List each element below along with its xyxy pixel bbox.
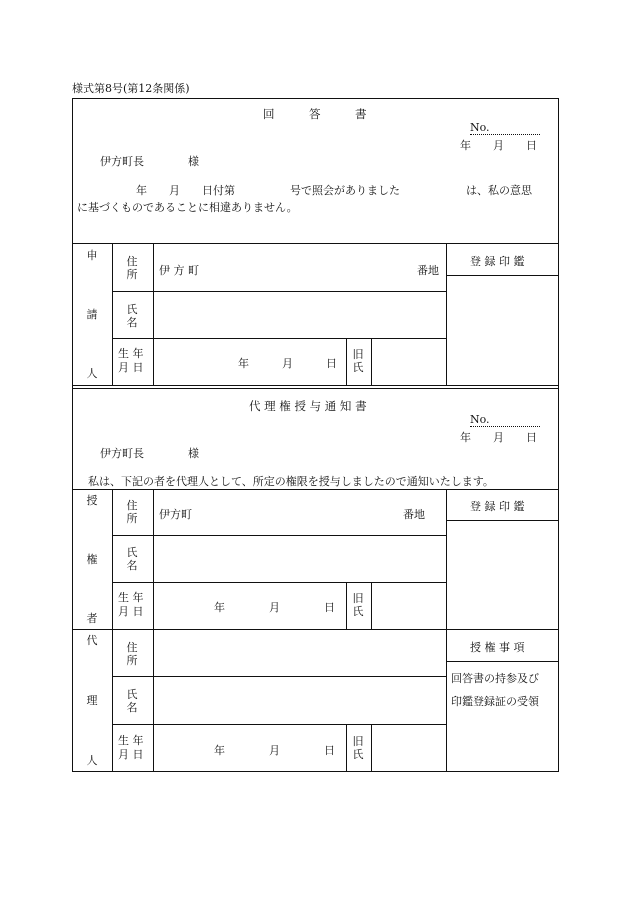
divider [371, 724, 372, 772]
name-label: 氏 名 [126, 546, 138, 573]
divider [112, 724, 446, 725]
divider [446, 661, 559, 662]
grantor-label-2: 権 [86, 553, 98, 566]
reply-body-line1: 年 月 日付第 号で照会がありました は、私の意思 [136, 184, 532, 197]
divider [72, 388, 559, 389]
divider [72, 385, 559, 386]
reply-body-line2: に基づくものであることに相違ありません。 [77, 201, 298, 214]
divider [72, 243, 559, 244]
divider [112, 582, 446, 583]
proxy-addressee: 伊方町長 様 [100, 447, 199, 460]
reply-addressee: 伊方町長 様 [100, 155, 199, 168]
proxy-no-label: No. [470, 413, 490, 426]
birth-label: 生 年 月 日 [118, 734, 144, 762]
proxy-title: 代 理 権 授 与 通 知 書 [249, 399, 367, 413]
applicant-birth-date[interactable]: 年 月 日 [238, 357, 337, 370]
divider [346, 338, 347, 385]
applicant-label-2: 請 [86, 308, 98, 321]
address-label: 住 所 [126, 499, 138, 526]
grantor-address-suffix: 番地 [403, 508, 425, 521]
grantor-address-prefix: 伊方町 [159, 508, 192, 521]
proxy-body: 私は、下記の者を代理人として、所定の権限を授与しましたので通知いたします。 [88, 475, 494, 488]
divider [346, 724, 347, 772]
grantor-name-input[interactable] [154, 536, 445, 581]
address-label: 住 所 [126, 641, 138, 668]
birth-label: 生 年 月 日 [118, 591, 144, 619]
name-label: 氏 名 [126, 303, 138, 330]
grantor-label-3: 者 [86, 612, 98, 625]
agent-label-3: 人 [86, 754, 98, 767]
authority-header: 授 権 事 項 [470, 641, 525, 654]
divider [112, 489, 113, 772]
seal-label: 登 録 印 鑑 [470, 255, 525, 268]
applicant-label-3: 人 [86, 367, 98, 380]
name-label: 氏 名 [126, 688, 138, 715]
applicant-name-input[interactable] [154, 292, 445, 337]
applicant-label-1: 申 [86, 249, 98, 262]
proxy-date-line: 年 月 日 [460, 431, 537, 444]
birth-label: 生 年 月 日 [118, 347, 144, 375]
former-name-label: 旧 氏 [352, 592, 364, 619]
applicant-former-name-input[interactable] [372, 339, 445, 384]
former-name-label: 旧 氏 [352, 735, 364, 762]
grantor-label-1: 授 [86, 494, 98, 507]
divider [371, 582, 372, 629]
grantor-birth-date[interactable]: 年 月 日 [214, 601, 335, 614]
divider [346, 582, 347, 629]
reply-date-line: 年 月 日 [460, 139, 537, 152]
form-number-label: 様式第8号(第12条関係) [72, 82, 190, 95]
agent-label-1: 代 [86, 634, 98, 647]
agent-birth-date[interactable]: 年 月 日 [214, 744, 335, 757]
address-label: 住 所 [126, 255, 138, 282]
seal-box [447, 276, 558, 384]
agent-label-2: 理 [86, 694, 98, 707]
divider [72, 489, 559, 490]
applicant-address-prefix: 伊 方 町 [159, 264, 199, 277]
reply-no-label: No. [470, 121, 490, 134]
former-name-label: 旧 氏 [352, 348, 364, 375]
reply-title: 回 答 書 [263, 107, 367, 121]
applicant-address-suffix: 番地 [417, 264, 439, 277]
authority-text-1: 回答書の持参及び [451, 672, 539, 685]
seal-box [447, 521, 558, 628]
divider [112, 243, 113, 385]
reply-no-field[interactable] [470, 121, 540, 135]
agent-name-input[interactable] [154, 677, 445, 723]
authority-text-2: 印鑑登録証の受領 [451, 695, 539, 708]
seal-label: 登 録 印 鑑 [470, 500, 525, 513]
agent-address-input[interactable] [154, 630, 445, 675]
proxy-no-field[interactable] [470, 413, 540, 427]
